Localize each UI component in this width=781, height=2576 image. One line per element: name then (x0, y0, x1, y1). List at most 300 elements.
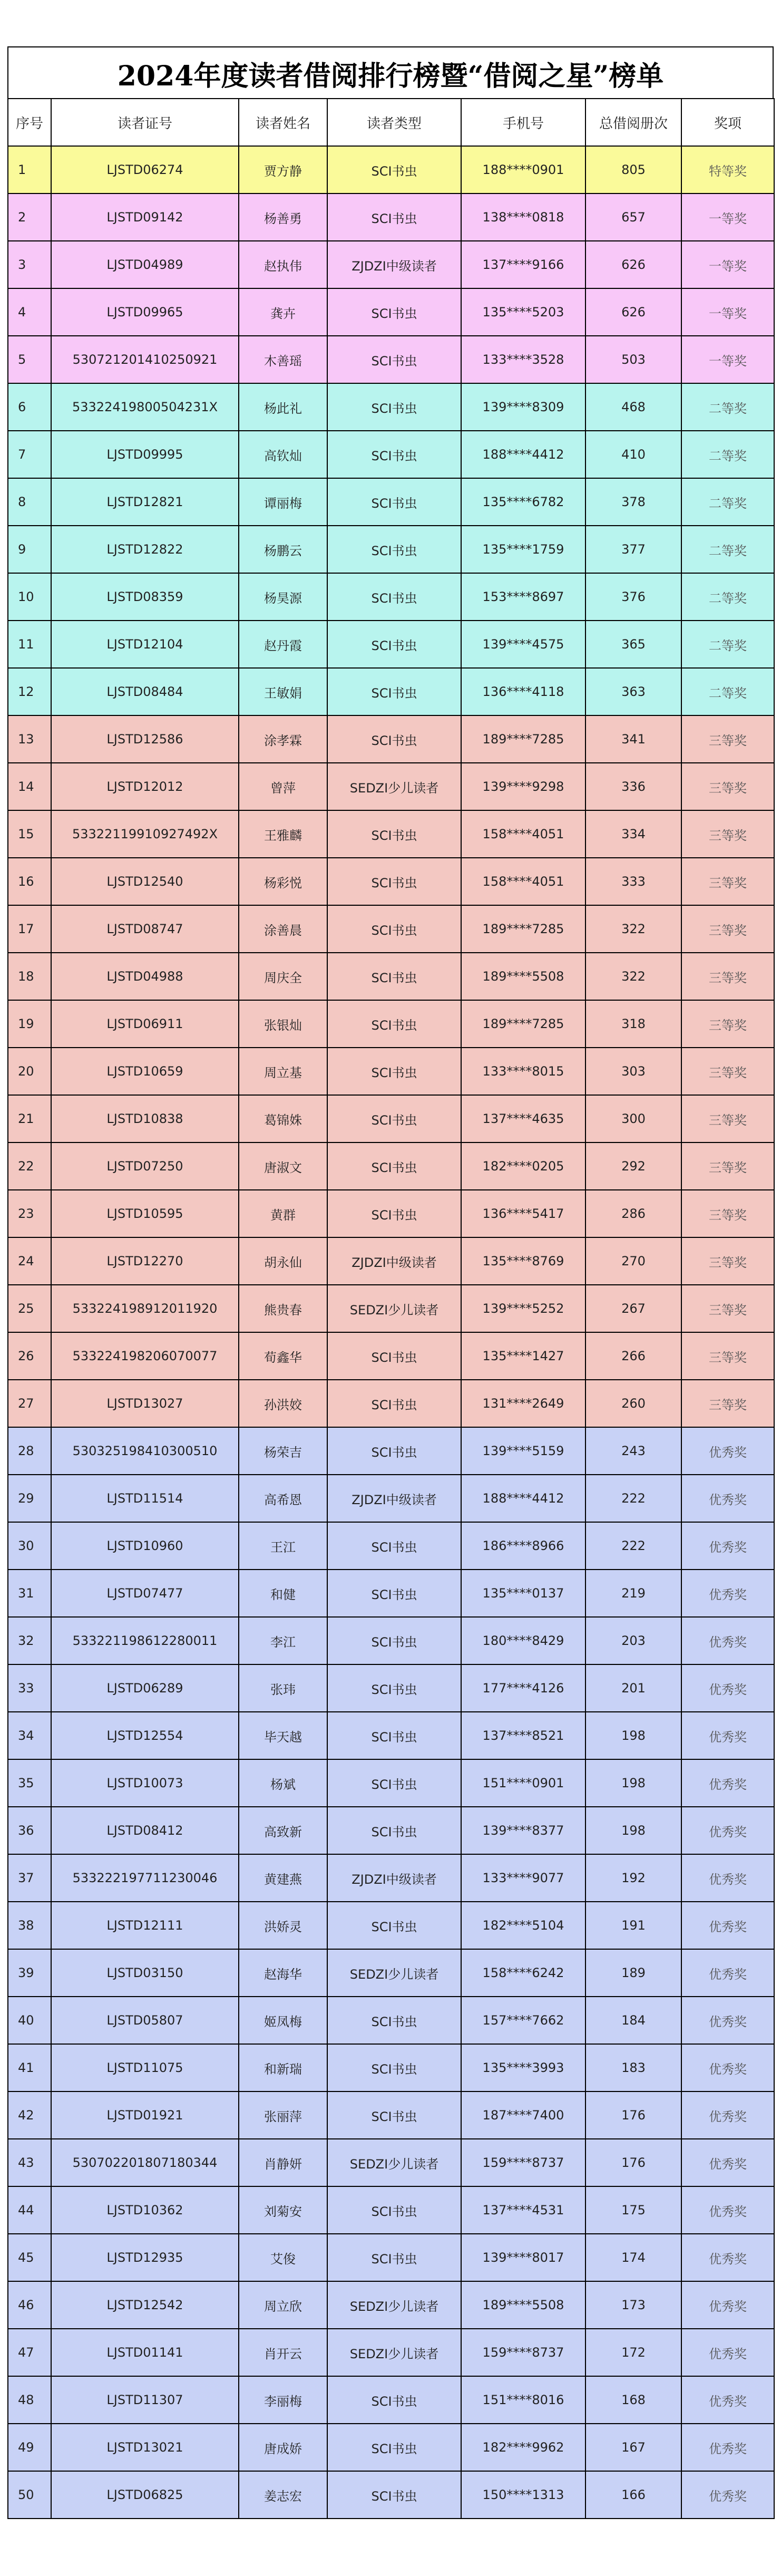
cell-card: 533221199109274​92X (51, 810, 239, 858)
cell-count: 363 (585, 668, 681, 715)
cell-count: 198 (585, 1759, 681, 1807)
table-row (8, 2139, 774, 2186)
cell-phone: 189****5508 (461, 2281, 585, 2329)
cell-count: 167 (585, 2424, 681, 2471)
cell-card: LJSTD10362 (51, 2186, 239, 2234)
cell-card: LJSTD06274 (51, 146, 239, 193)
cell-type: SCI书虫 (327, 1332, 461, 1380)
cell-no: 44 (8, 2186, 51, 2234)
cell-type: SCI书虫 (327, 858, 461, 905)
cell-name: 荀鑫华 (239, 1332, 327, 1380)
cell-award: 二等奖 (681, 668, 774, 715)
table-row (8, 146, 774, 193)
cell-award: 优秀奖 (681, 2424, 774, 2471)
cell-type: ZJDZI中级读者 (327, 1237, 461, 1285)
cell-name: 唐淑文 (239, 1142, 327, 1190)
cell-phone: 137****4635 (461, 1095, 585, 1142)
cell-phone: 158****4051 (461, 858, 585, 905)
cell-type: SCI书虫 (327, 1664, 461, 1712)
cell-type: SCI书虫 (327, 1190, 461, 1237)
cell-phone: 135****8769 (461, 1237, 585, 1285)
cell-count: 260 (585, 1380, 681, 1427)
cell-count: 198 (585, 1807, 681, 1854)
cell-name: 杨荣吉 (239, 1427, 327, 1475)
cell-name: 艾俊 (239, 2234, 327, 2281)
cell-no: 4 (8, 288, 51, 336)
cell-phone: 135****1427 (461, 1332, 585, 1380)
cell-name: 赵丹霞 (239, 621, 327, 668)
cell-award: 二等奖 (681, 573, 774, 621)
cell-card: 530325198410300510 (51, 1427, 239, 1475)
table-row (8, 1237, 774, 1285)
cell-phone: 133****8015 (461, 1048, 585, 1095)
cell-count: 174 (585, 2234, 681, 2281)
table-row (8, 2376, 774, 2424)
cell-no: 38 (8, 1902, 51, 1949)
cell-phone: 139****4575 (461, 621, 585, 668)
cell-award: 三等奖 (681, 1285, 774, 1332)
table-row (8, 1380, 774, 1427)
table-row (8, 1285, 774, 1332)
table-row (8, 1997, 774, 2044)
cell-type: ZJDZI中级读者 (327, 1475, 461, 1522)
table-row (8, 241, 774, 288)
cell-no: 28 (8, 1427, 51, 1475)
cell-no: 1 (8, 146, 51, 193)
cell-count: 172 (585, 2329, 681, 2376)
cell-award: 二等奖 (681, 383, 774, 431)
cell-phone: 188****0901 (461, 146, 585, 193)
cell-phone: 135****6782 (461, 478, 585, 526)
cell-type: SEDZI少儿读者 (327, 1285, 461, 1332)
table-row (8, 905, 774, 953)
cell-no: 6 (8, 383, 51, 431)
cell-no: 24 (8, 1237, 51, 1285)
cell-phone: 150****1313 (461, 2471, 585, 2519)
cell-type: SCI书虫 (327, 1570, 461, 1617)
table-row (8, 715, 774, 763)
cell-count: 378 (585, 478, 681, 526)
cell-phone: 189****7285 (461, 1000, 585, 1048)
cell-name: 姜志宏 (239, 2471, 327, 2519)
cell-name: 和健 (239, 1570, 327, 1617)
cell-award: 优秀奖 (681, 2139, 774, 2186)
cell-type: SCI书虫 (327, 2471, 461, 2519)
table-row (8, 2044, 774, 2091)
cell-card: LJSTD12012 (51, 763, 239, 810)
cell-name: 熊贵春 (239, 1285, 327, 1332)
cell-type: SCI书虫 (327, 336, 461, 383)
cell-count: 318 (585, 1000, 681, 1048)
cell-count: 626 (585, 241, 681, 288)
cell-card: LJSTD12821 (51, 478, 239, 526)
cell-award: 优秀奖 (681, 1664, 774, 1712)
cell-no: 29 (8, 1475, 51, 1522)
cell-no: 42 (8, 2091, 51, 2139)
cell-no: 50 (8, 2471, 51, 2519)
cell-type: SCI书虫 (327, 1759, 461, 1807)
table-row (8, 1759, 774, 1807)
cell-award: 三等奖 (681, 1190, 774, 1237)
table-row (8, 2186, 774, 2234)
cell-phone: 159****8737 (461, 2329, 585, 2376)
cell-no: 36 (8, 1807, 51, 1854)
table-row (8, 1427, 774, 1475)
cell-count: 219 (585, 1570, 681, 1617)
cell-count: 292 (585, 1142, 681, 1190)
cell-no: 8 (8, 478, 51, 526)
cell-phone: 135****1759 (461, 526, 585, 573)
cell-type: SCI书虫 (327, 715, 461, 763)
cell-name: 赵执伟 (239, 241, 327, 288)
cell-card: LJSTD06289 (51, 1664, 239, 1712)
cell-phone: 182****9962 (461, 2424, 585, 2471)
cell-phone: 187****7400 (461, 2091, 585, 2139)
cell-phone: 137****4531 (461, 2186, 585, 2234)
cell-no: 43 (8, 2139, 51, 2186)
cell-name: 毕天越 (239, 1712, 327, 1759)
header-card: 读者证号 (51, 99, 239, 146)
cell-name: 杨斌 (239, 1759, 327, 1807)
cell-award: 优秀奖 (681, 2471, 774, 2519)
cell-award: 三等奖 (681, 858, 774, 905)
cell-no: 22 (8, 1142, 51, 1190)
cell-award: 优秀奖 (681, 1475, 774, 1522)
header-type: 读者类型 (327, 99, 461, 146)
cell-award: 一等奖 (681, 241, 774, 288)
cell-type: SEDZI少儿读者 (327, 763, 461, 810)
cell-no: 25 (8, 1285, 51, 1332)
cell-card: LJSTD13027 (51, 1380, 239, 1427)
cell-count: 322 (585, 905, 681, 953)
cell-count: 657 (585, 193, 681, 241)
table-row (8, 953, 774, 1000)
cell-card: 533224198912011920 (51, 1285, 239, 1332)
table-row (8, 1048, 774, 1095)
cell-count: 503 (585, 336, 681, 383)
table-row (8, 478, 774, 526)
cell-phone: 133****3528 (461, 336, 585, 383)
cell-type: SCI书虫 (327, 478, 461, 526)
cell-award: 优秀奖 (681, 1949, 774, 1997)
cell-name: 王敏娟 (239, 668, 327, 715)
cell-type: SCI书虫 (327, 2091, 461, 2139)
cell-card: LJSTD12935 (51, 2234, 239, 2281)
cell-phone: 135****5203 (461, 288, 585, 336)
cell-type: ZJDZI中级读者 (327, 241, 461, 288)
cell-count: 201 (585, 1664, 681, 1712)
table-row (8, 383, 774, 431)
cell-type: SCI书虫 (327, 1997, 461, 2044)
cell-no: 49 (8, 2424, 51, 2471)
cell-no: 39 (8, 1949, 51, 1997)
cell-no: 40 (8, 1997, 51, 2044)
table-row (8, 1664, 774, 1712)
cell-count: 300 (585, 1095, 681, 1142)
header-count: 总借阅册次 (585, 99, 681, 146)
cell-name: 杨此礼 (239, 383, 327, 431)
cell-card: LJSTD12554 (51, 1712, 239, 1759)
cell-no: 35 (8, 1759, 51, 1807)
cell-count: 166 (585, 2471, 681, 2519)
table-row (8, 2329, 774, 2376)
table-row (8, 2424, 774, 2471)
header-no: 序号 (8, 99, 51, 146)
header-name: 读者姓名 (239, 99, 327, 146)
cell-name: 木善瑶 (239, 336, 327, 383)
cell-phone: 180****8429 (461, 1617, 585, 1664)
cell-card: LJSTD12111 (51, 1902, 239, 1949)
cell-type: SCI书虫 (327, 905, 461, 953)
table-row (8, 1570, 774, 1617)
cell-phone: 189****5508 (461, 953, 585, 1000)
cell-phone: 139****8377 (461, 1807, 585, 1854)
cell-award: 三等奖 (681, 1048, 774, 1095)
cell-phone: 139****8309 (461, 383, 585, 431)
cell-card: LJSTD05807 (51, 1997, 239, 2044)
cell-name: 张银灿 (239, 1000, 327, 1048)
cell-award: 三等奖 (681, 905, 774, 953)
cell-count: 270 (585, 1237, 681, 1285)
cell-count: 184 (585, 1997, 681, 2044)
cell-count: 267 (585, 1285, 681, 1332)
cell-award: 优秀奖 (681, 2186, 774, 2234)
cell-count: 203 (585, 1617, 681, 1664)
cell-count: 365 (585, 621, 681, 668)
cell-phone: 189****7285 (461, 715, 585, 763)
cell-award: 优秀奖 (681, 1807, 774, 1854)
cell-card: LJSTD01141 (51, 2329, 239, 2376)
cell-card: LJSTD10960 (51, 1522, 239, 1570)
cell-card: LJSTD12586 (51, 715, 239, 763)
table-header-row (8, 99, 774, 146)
cell-no: 7 (8, 431, 51, 478)
cell-no: 31 (8, 1570, 51, 1617)
cell-type: SCI书虫 (327, 2044, 461, 2091)
cell-no: 11 (8, 621, 51, 668)
cell-phone: 139****9298 (461, 763, 585, 810)
cell-award: 三等奖 (681, 1000, 774, 1048)
cell-name: 和新瑞 (239, 2044, 327, 2091)
cell-award: 三等奖 (681, 715, 774, 763)
header-phone: 手机号 (461, 99, 585, 146)
cell-name: 刘菊安 (239, 2186, 327, 2234)
table-row (8, 1712, 774, 1759)
cell-phone: 137****9166 (461, 241, 585, 288)
cell-card: LJSTD12270 (51, 1237, 239, 1285)
cell-type: SCI书虫 (327, 1427, 461, 1475)
cell-count: 189 (585, 1949, 681, 1997)
cell-name: 高希恩 (239, 1475, 327, 1522)
cell-card: LJSTD06825 (51, 2471, 239, 2519)
table-row (8, 193, 774, 241)
cell-phone: 138****0818 (461, 193, 585, 241)
cell-name: 周庆全 (239, 953, 327, 1000)
cell-no: 18 (8, 953, 51, 1000)
cell-type: SCI书虫 (327, 573, 461, 621)
cell-count: 173 (585, 2281, 681, 2329)
cell-count: 198 (585, 1712, 681, 1759)
table-row (8, 1902, 774, 1949)
cell-no: 12 (8, 668, 51, 715)
table-row (8, 2091, 774, 2139)
page-title: 2024年度读者借阅排行榜暨“借阅之星”榜单 (7, 46, 774, 99)
table-row (8, 810, 774, 858)
cell-count: 243 (585, 1427, 681, 1475)
cell-type: SCI书虫 (327, 146, 461, 193)
cell-name: 李丽梅 (239, 2376, 327, 2424)
cell-phone: 159****8737 (461, 2139, 585, 2186)
cell-award: 优秀奖 (681, 1997, 774, 2044)
cell-award: 优秀奖 (681, 1854, 774, 1902)
cell-phone: 131****2649 (461, 1380, 585, 1427)
table-row (8, 336, 774, 383)
cell-no: 3 (8, 241, 51, 288)
table-row (8, 1142, 774, 1190)
cell-card: LJSTD08412 (51, 1807, 239, 1854)
table-row (8, 668, 774, 715)
table-row (8, 2471, 774, 2519)
ranking-table (7, 98, 775, 2519)
table-row (8, 526, 774, 573)
cell-award: 二等奖 (681, 621, 774, 668)
cell-phone: 139****5159 (461, 1427, 585, 1475)
cell-no: 17 (8, 905, 51, 953)
table-row (8, 1522, 774, 1570)
cell-name: 高钦灿 (239, 431, 327, 478)
cell-name: 姬凤梅 (239, 1997, 327, 2044)
table-row (8, 858, 774, 905)
cell-count: 176 (585, 2091, 681, 2139)
cell-type: SCI书虫 (327, 1142, 461, 1190)
cell-no: 27 (8, 1380, 51, 1427)
table-row (8, 1475, 774, 1522)
cell-type: SCI书虫 (327, 1902, 461, 1949)
table-row (8, 288, 774, 336)
cell-award: 三等奖 (681, 1380, 774, 1427)
cell-name: 谭丽梅 (239, 478, 327, 526)
cell-name: 王江 (239, 1522, 327, 1570)
cell-no: 5 (8, 336, 51, 383)
cell-award: 优秀奖 (681, 1759, 774, 1807)
cell-count: 805 (585, 146, 681, 193)
cell-type: SEDZI少儿读者 (327, 2329, 461, 2376)
cell-type: SCI书虫 (327, 1617, 461, 1664)
cell-name: 杨彩悦 (239, 858, 327, 905)
cell-card: LJSTD09965 (51, 288, 239, 336)
cell-count: 222 (585, 1475, 681, 1522)
cell-award: 二等奖 (681, 431, 774, 478)
table-row (8, 1332, 774, 1380)
cell-no: 30 (8, 1522, 51, 1570)
cell-phone: 158****6242 (461, 1949, 585, 1997)
cell-card: LJSTD11075 (51, 2044, 239, 2091)
cell-award: 优秀奖 (681, 2281, 774, 2329)
cell-type: SCI书虫 (327, 1380, 461, 1427)
cell-name: 周立基 (239, 1048, 327, 1095)
cell-name: 赵海华 (239, 1949, 327, 1997)
cell-award: 三等奖 (681, 1332, 774, 1380)
table-row (8, 2281, 774, 2329)
cell-type: SCI书虫 (327, 953, 461, 1000)
cell-phone: 136****4118 (461, 668, 585, 715)
cell-name: 周立欣 (239, 2281, 327, 2329)
cell-type: SCI书虫 (327, 1048, 461, 1095)
cell-no: 10 (8, 573, 51, 621)
cell-award: 特等奖 (681, 146, 774, 193)
cell-count: 191 (585, 1902, 681, 1949)
table-row (8, 1807, 774, 1854)
cell-phone: 186****8966 (461, 1522, 585, 1570)
cell-award: 优秀奖 (681, 2044, 774, 2091)
cell-card: LJSTD10595 (51, 1190, 239, 1237)
cell-count: 176 (585, 2139, 681, 2186)
cell-phone: 188****4412 (461, 1475, 585, 1522)
cell-name: 张丽萍 (239, 2091, 327, 2139)
cell-award: 三等奖 (681, 1142, 774, 1190)
cell-phone: 151****0901 (461, 1759, 585, 1807)
cell-count: 410 (585, 431, 681, 478)
cell-no: 15 (8, 810, 51, 858)
cell-award: 优秀奖 (681, 1427, 774, 1475)
table-row (8, 1854, 774, 1902)
cell-count: 626 (585, 288, 681, 336)
cell-type: SEDZI少儿读者 (327, 2281, 461, 2329)
header-award: 奖项 (681, 99, 774, 146)
cell-no: 16 (8, 858, 51, 905)
cell-phone: 157****7662 (461, 1997, 585, 2044)
cell-award: 一等奖 (681, 193, 774, 241)
cell-no: 26 (8, 1332, 51, 1380)
cell-phone: 189****7285 (461, 905, 585, 953)
cell-count: 175 (585, 2186, 681, 2234)
table-row (8, 573, 774, 621)
cell-type: SCI书虫 (327, 431, 461, 478)
cell-name: 杨鹏云 (239, 526, 327, 573)
cell-name: 高致新 (239, 1807, 327, 1854)
cell-card: LJSTD07477 (51, 1570, 239, 1617)
cell-award: 优秀奖 (681, 1902, 774, 1949)
cell-type: ZJDZI中级读者 (327, 1854, 461, 1902)
cell-name: 王雅麟 (239, 810, 327, 858)
cell-type: SCI书虫 (327, 810, 461, 858)
cell-award: 三等奖 (681, 953, 774, 1000)
cell-type: SCI书虫 (327, 2376, 461, 2424)
cell-card: LJSTD09142 (51, 193, 239, 241)
cell-name: 胡永仙 (239, 1237, 327, 1285)
cell-type: SCI书虫 (327, 1000, 461, 1048)
cell-type: SCI书虫 (327, 383, 461, 431)
cell-count: 468 (585, 383, 681, 431)
cell-phone: 139****5252 (461, 1285, 585, 1332)
cell-name: 洪娇灵 (239, 1902, 327, 1949)
cell-name: 曾萍 (239, 763, 327, 810)
cell-card: 533222197711230046 (51, 1854, 239, 1902)
table-row (8, 2234, 774, 2281)
cell-count: 222 (585, 1522, 681, 1570)
cell-no: 9 (8, 526, 51, 573)
cell-card: LJSTD01921 (51, 2091, 239, 2139)
cell-card: LJSTD06911 (51, 1000, 239, 1048)
cell-no: 37 (8, 1854, 51, 1902)
cell-card: LJSTD04989 (51, 241, 239, 288)
cell-award: 优秀奖 (681, 1617, 774, 1664)
cell-count: 192 (585, 1854, 681, 1902)
cell-count: 303 (585, 1048, 681, 1095)
cell-name: 龚卉 (239, 288, 327, 336)
cell-no: 47 (8, 2329, 51, 2376)
cell-phone: 137****8521 (461, 1712, 585, 1759)
